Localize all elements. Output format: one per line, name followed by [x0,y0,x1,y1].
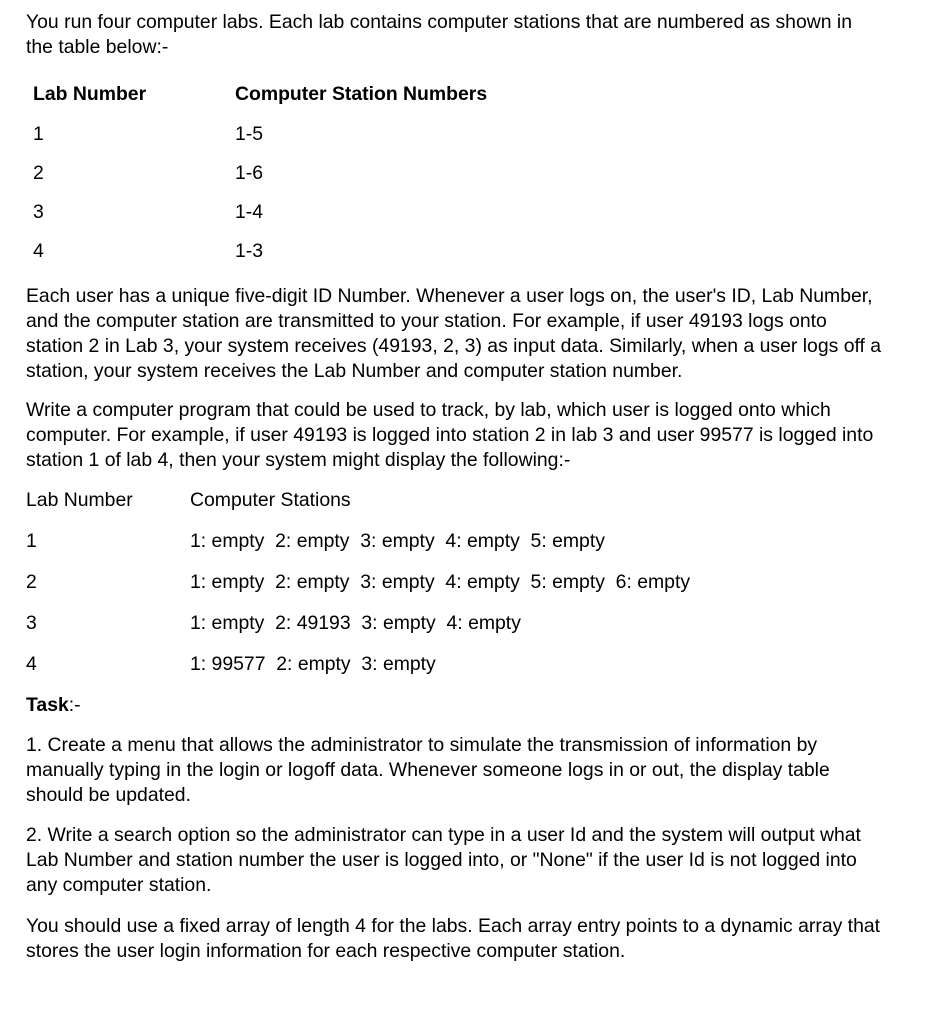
station-numbers-cell: 1-5 [235,123,264,145]
table-row [33,161,923,200]
lab-number-cell: 1 [26,530,37,552]
table-row [26,529,923,570]
lab-number-cell: 3 [33,201,44,223]
stations-cell: 1: 99577 2: empty 3: empty [190,653,436,675]
table-row [33,122,923,161]
lab-stations-table [33,82,923,278]
lab-number-cell: 4 [33,240,44,262]
station-numbers-header: Computer Station Numbers [235,83,488,105]
task-heading-suffix: :- [68,694,81,716]
lab-table-header [33,82,923,122]
lab-number-cell: 2 [26,571,37,593]
stations-cell: 1: empty 2: empty 3: empty 4: empty 5: empty [190,530,605,552]
intro-paragraph: You run four computer labs. Each lab contains computer stations that are numbered as shown in the table below:- [26,11,853,58]
task-heading-label: Task [26,694,69,716]
table-row [26,652,923,693]
closing-paragraph: You should use a fixed array of length 4 for the labs. Each array entry points to a dynamic array that stores the user login information for each respective computer station. [26,915,881,962]
display-table-header [26,488,923,529]
table-row [26,570,923,611]
display-example-table [26,488,923,693]
lab-number-cell: 1 [33,123,44,145]
station-numbers-cell: 1-3 [235,240,264,262]
table-row [33,239,923,278]
station-numbers-cell: 1-4 [235,201,264,223]
user-id-paragraph: Each user has a unique five-digit ID Number. Whenever a user logs on, the user's ID, Lab Number, and the computer station are transmitted to your station. For example, if user 49193 logs onto station 2 in Lab 3, your system receives (49193, 2, 3) as input data. Similarly, when a user logs off a station, your system receives the Lab Number and computer station number. [26,285,882,382]
lab-number-cell: 3 [26,612,37,634]
task-heading [26,693,923,718]
table-row [26,611,923,652]
computer-stations-header: Computer Stations [190,489,351,511]
lab-number-cell: 4 [26,653,37,675]
lab-number-header: Lab Number [26,489,133,511]
lab-number-header: Lab Number [33,83,147,105]
stations-cell: 1: empty 2: 49193 3: empty 4: empty [190,612,521,634]
table-row [33,200,923,239]
station-numbers-cell: 1-6 [235,162,264,184]
lab-number-cell: 2 [33,162,44,184]
program-paragraph: Write a computer program that could be used to track, by lab, which user is logged onto which computer. For example, if user 49193 is logged into station 2 in lab 3 and user 99577 is logged into station 1 of lab 4, then your system might display the following:- [26,399,874,471]
task-item-1: 1. Create a menu that allows the administrator to simulate the transmission of information by manually typing in the login or logoff data. Whenever someone logs in or out, the display table should be updated. [26,734,830,806]
task-item-2: 2. Write a search option so the administrator can type in a user Id and the system will output what Lab Number and station number the user is logged into, or "None" if the user Id is not logged into any computer station. [26,824,861,896]
stations-cell: 1: empty 2: empty 3: empty 4: empty 5: empty 6: empty [190,571,691,593]
